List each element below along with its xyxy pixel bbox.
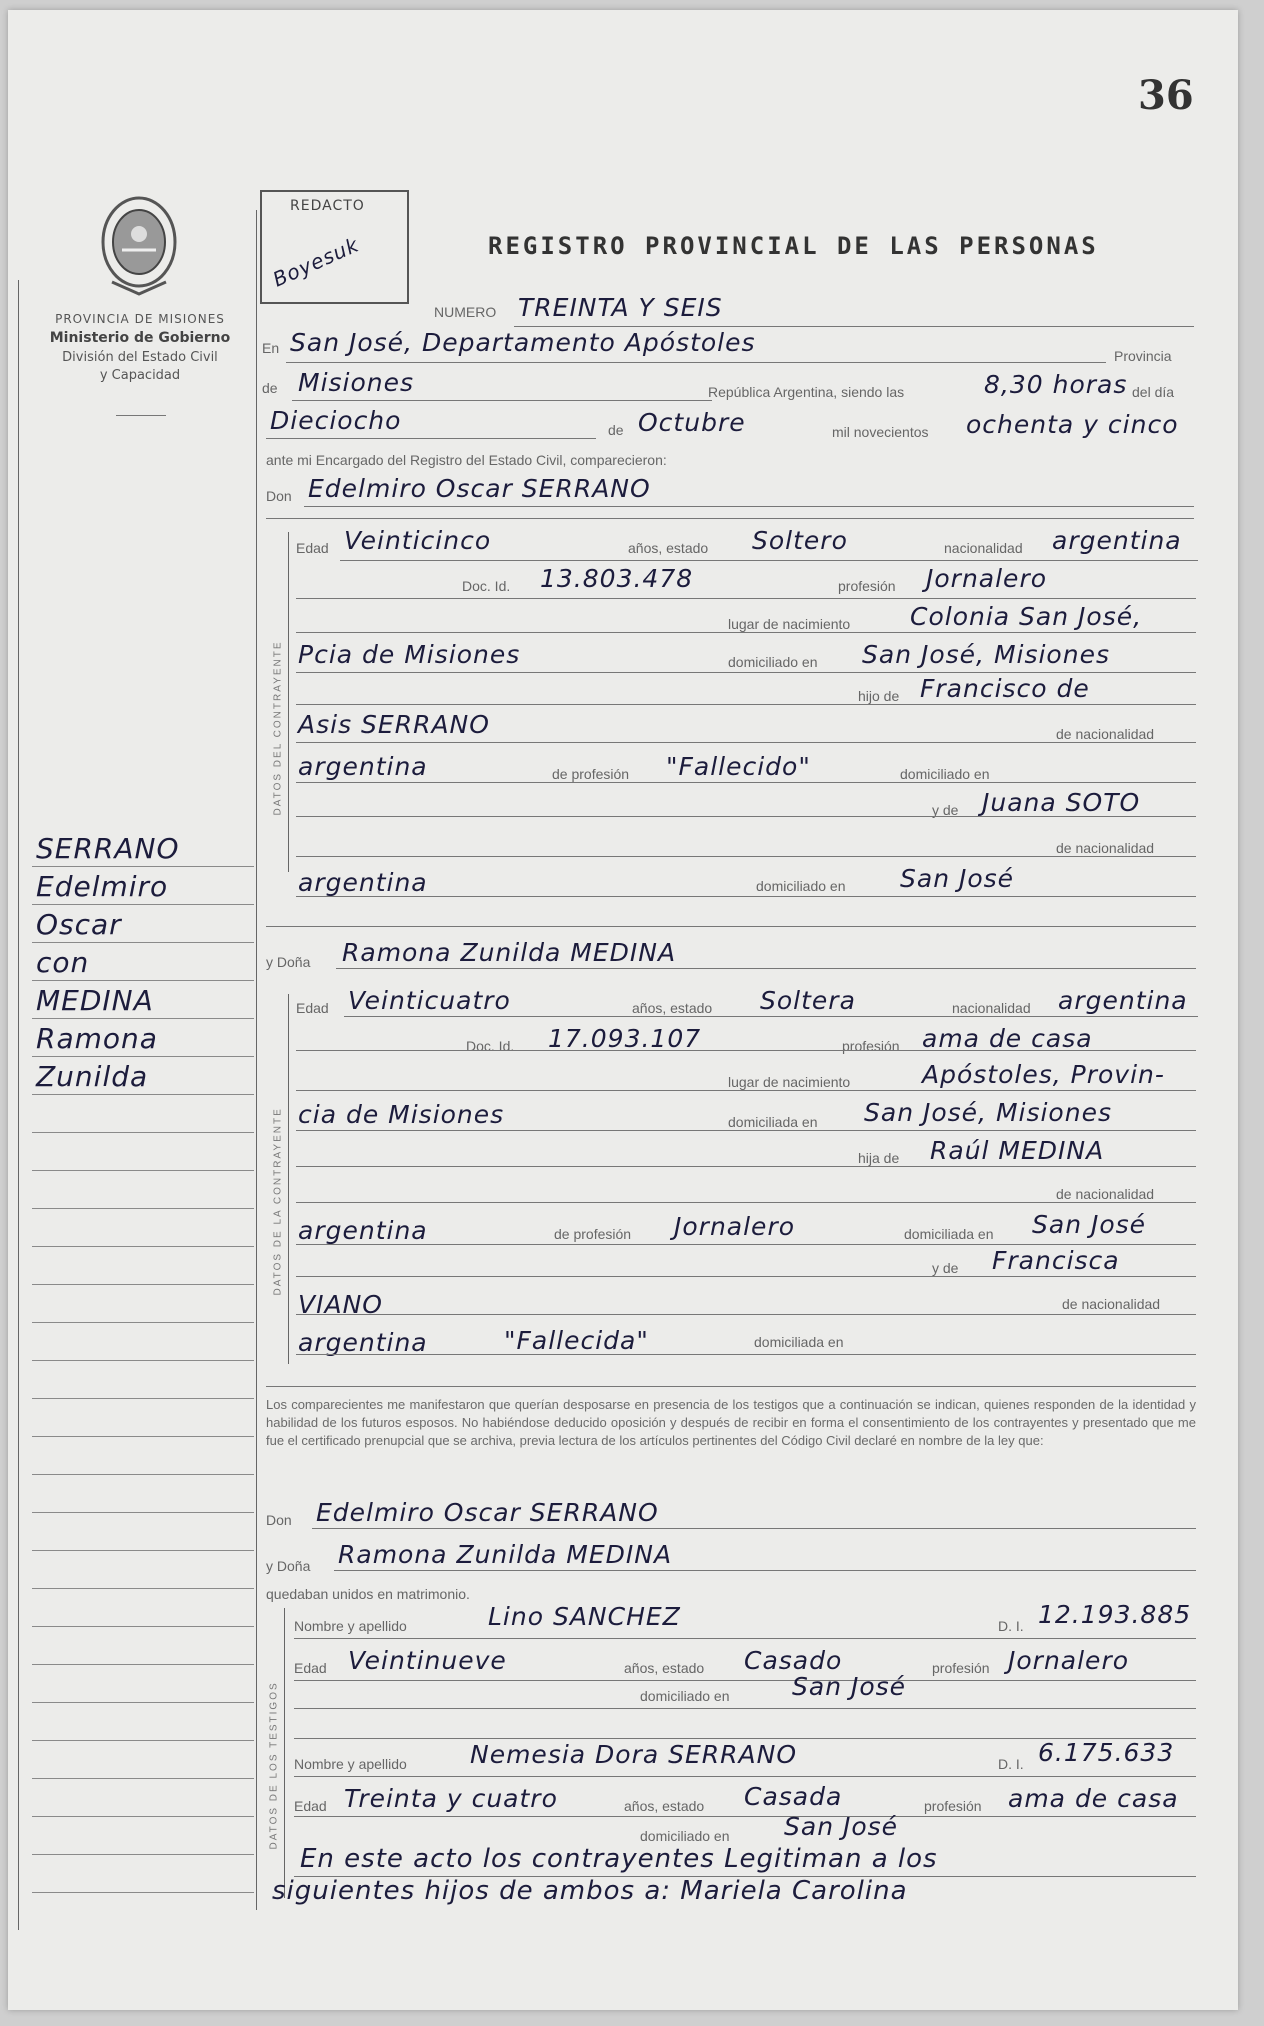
label-del-dia: del día: [1132, 384, 1175, 400]
label-don: Don: [266, 1512, 292, 1528]
witness-1-address: San José: [792, 1672, 907, 1701]
witness-1-profession: Jornalero: [1008, 1646, 1130, 1675]
act-hour: 8,30 horas: [984, 370, 1128, 399]
margin-rule-line: [32, 1892, 254, 1893]
margin-rule-line: [32, 1588, 254, 1589]
margin-rule-line: [32, 1778, 254, 1779]
label-domiciliado: domiciliado en: [640, 1828, 730, 1844]
label-lugar-nac: lugar de nacimiento: [728, 616, 851, 632]
stamp-label: REDACTO: [290, 198, 365, 214]
act-day: Dieciocho: [270, 406, 402, 435]
label-de-mes: de: [608, 422, 624, 438]
label-de-nacionalidad: de nacionalidad: [1056, 840, 1155, 856]
groom-father-nationality: argentina: [298, 752, 428, 781]
coat-of-arms-icon: [92, 190, 187, 300]
margin-rule-line: [32, 980, 254, 981]
label-domiciliada: domiciliada en: [754, 1334, 844, 1350]
margin-name: SERRANO: [36, 832, 180, 865]
margin-rule-line: [32, 1322, 254, 1323]
legitimation-note-2: siguientes hijos de ambos a: Mariela Carolina: [272, 1876, 908, 1906]
label-y-dona: y Doña: [266, 954, 311, 970]
declaration-bride: Ramona Zunilda MEDINA: [338, 1540, 673, 1569]
issuer-ministry: Ministerio de Gobierno: [49, 330, 231, 346]
margin-name: MEDINA: [36, 984, 154, 1017]
groom-address: San José, Misiones: [862, 640, 1110, 669]
margin-rule-line: [32, 1094, 254, 1095]
groom-birthplace-2: Pcia de Misiones: [298, 640, 521, 669]
label-edad: Edad: [294, 1798, 327, 1814]
label-anos-estado: años, estado: [632, 1000, 713, 1016]
groom-father-1: Francisco de: [920, 674, 1090, 703]
bride-birthplace-1: Apóstoles, Provin-: [922, 1060, 1165, 1089]
act-number: TREINTA Y SEIS: [518, 293, 723, 322]
label-profesion: profesión: [842, 1038, 900, 1054]
label-numero: NUMERO: [434, 304, 497, 320]
margin-name: Edelmiro: [36, 870, 169, 903]
witness-1-age: Veintinueve: [348, 1646, 507, 1675]
witness-2-address: San José: [784, 1812, 899, 1841]
margin-rule-line: [32, 1360, 254, 1361]
label-edad: Edad: [296, 540, 329, 556]
groom-name: Edelmiro Oscar SERRANO: [308, 474, 651, 503]
witness-2-profession: ama de casa: [1008, 1784, 1179, 1813]
margin-name: Ramona: [36, 1022, 158, 1055]
label-de-nacionalidad: de nacionalidad: [1056, 726, 1155, 742]
witness-2-dl: 6.175.633: [1038, 1738, 1175, 1767]
label-dl: D. I.: [998, 1618, 1024, 1634]
label-dl: D. I.: [998, 1756, 1024, 1772]
label-de-profesion: de profesión: [554, 1226, 632, 1242]
bride-father: Raúl MEDINA: [930, 1136, 1105, 1165]
label-anos-estado: años, estado: [624, 1798, 705, 1814]
groom-nationality: argentina: [1052, 526, 1182, 555]
witness-2-age: Treinta y cuatro: [344, 1784, 558, 1813]
margin-rule-line: [32, 1246, 254, 1247]
label-provincia: Provincia: [1114, 348, 1172, 364]
label-profesion: profesión: [838, 578, 896, 594]
label-profesion: profesión: [932, 1660, 990, 1676]
margin-rule-line: [32, 1056, 254, 1057]
registry-sheet: [8, 10, 1238, 2010]
bride-father-address: San José: [1032, 1210, 1147, 1239]
label-en: En: [262, 340, 280, 356]
label-nombre: Nombre y apellido: [294, 1618, 407, 1634]
margin-rule-line: [32, 1170, 254, 1171]
label-nacionalidad: nacionalidad: [944, 540, 1023, 556]
label-anos-estado: años, estado: [628, 540, 709, 556]
legal-text: Los comparecientes me manifestaron que querían desposarse en presencia de los testigos que a continuación se indican, quienes responden de la identidad y habilidad de los futuros esposos. No habiéndose deducido oposición y después de recibir en forma el consentimiento de los contrayentes y presentado que me fue el certificado prenupcial que se archiva, previa lectura de los artículos pertinentes del Código Civil declaré en nombre de la ley que:: [266, 1397, 1196, 1448]
left-border: [18, 280, 19, 1930]
label-anos-estado: años, estado: [624, 1660, 705, 1676]
label-nombre: Nombre y apellido: [294, 1756, 407, 1772]
witness-1-name: Lino SANCHEZ: [488, 1602, 681, 1631]
groom-father-2: Asis SERRANO: [298, 710, 490, 739]
label-de-nacionalidad: de nacionalidad: [1062, 1296, 1161, 1312]
groom-age: Veinticinco: [344, 526, 492, 555]
margin-rule-line: [32, 1854, 254, 1855]
label-y-de: y de: [932, 1260, 959, 1276]
registry-title: REGISTRO PROVINCIAL DE LAS PERSONAS: [488, 232, 1099, 260]
label-y-dona: y Doña: [266, 1558, 311, 1574]
bride-status: Soltera: [760, 986, 856, 1015]
margin-rule-line: [32, 942, 254, 943]
label-don: Don: [266, 488, 292, 504]
margin-rule-line: [32, 1664, 254, 1665]
witness-2-name: Nemesia Dora SERRANO: [470, 1740, 798, 1769]
margin-rule-line: [32, 1740, 254, 1741]
margin-rule-line: [32, 1702, 254, 1703]
label-edad: Edad: [296, 1000, 329, 1016]
bride-doc: 17.093.107: [548, 1024, 702, 1053]
label-domiciliado-2: domiciliado en: [900, 766, 990, 782]
label-domiciliada: domiciliada en: [728, 1114, 818, 1130]
margin-rule-line: [32, 866, 254, 867]
declaration-groom: Edelmiro Oscar SERRANO: [316, 1498, 659, 1527]
bride-mother-1: Francisca: [992, 1246, 1120, 1275]
act-month: Octubre: [638, 408, 746, 437]
groom-mother-address: San José: [900, 864, 1015, 893]
label-ante: ante mi Encargado del Registro del Estado Civil, comparecieron:: [266, 452, 667, 468]
label-de: de: [262, 380, 278, 396]
margin-name: Oscar: [36, 908, 122, 941]
groom-doc: 13.803.478: [540, 564, 694, 593]
stamp-signature: Boyesuk: [269, 232, 363, 292]
label-y-de: y de: [932, 802, 959, 818]
groom-father-profession: "Fallecido": [666, 752, 811, 781]
act-year: ochenta y cinco: [966, 410, 1179, 439]
bride-mother-2: VIANO: [298, 1290, 383, 1319]
legitimation-note-1: En este acto los contrayentes Legitiman a los: [300, 1844, 938, 1874]
groom-birthplace-1: Colonia San José,: [910, 602, 1143, 631]
bride-father-profession: Jornalero: [674, 1212, 796, 1241]
act-province: Misiones: [298, 368, 415, 397]
bride-mother-status: "Fallecida": [504, 1326, 649, 1355]
page-number: 36: [1138, 72, 1194, 119]
label-domiciliada: domiciliada en: [904, 1226, 994, 1242]
section-bride-label: DATOS DE LA CONTRAYENTE: [272, 1107, 284, 1296]
redacto-stamp: [260, 190, 409, 304]
label-lugar-nac: lugar de nacimiento: [728, 1074, 851, 1090]
label-de-nacionalidad: de nacionalidad: [1056, 1186, 1155, 1202]
label-domiciliado: domiciliado en: [640, 1688, 730, 1704]
bride-address: San José, Misiones: [864, 1098, 1112, 1127]
act-place: San José, Departamento Apóstoles: [290, 328, 756, 357]
label-republica: República Argentina, siendo las: [708, 384, 905, 400]
margin-name: con: [36, 946, 90, 979]
margin-rule-line: [32, 1436, 254, 1437]
groom-profession: Jornalero: [926, 564, 1048, 593]
label-mil: mil novecientos: [832, 424, 929, 440]
margin-rule-line: [32, 1284, 254, 1285]
label-doc: Doc. Id.: [466, 1038, 515, 1054]
groom-mother: Juana SOTO: [982, 788, 1141, 817]
label-hija-de: hija de: [858, 1150, 900, 1166]
witness-1-dl: 12.193.885: [1038, 1600, 1192, 1629]
margin-rule-line: [32, 1018, 254, 1019]
label-domiciliado: domiciliado en: [728, 654, 818, 670]
margin-rule-line: [32, 1626, 254, 1627]
main-border: [256, 210, 257, 1910]
margin-rule-line: [32, 1816, 254, 1817]
label-profesion: profesión: [924, 1798, 982, 1814]
bride-mother-nationality: argentina: [298, 1328, 428, 1357]
margin-rule-line: [32, 904, 254, 905]
margin-rule-line: [32, 1474, 254, 1475]
bride-age: Veinticuatro: [348, 986, 511, 1015]
margin-rule-line: [32, 1132, 254, 1133]
label-de-profesion: de profesión: [552, 766, 630, 782]
margin-name: Zunilda: [36, 1060, 149, 1093]
section-groom-label: DATOS DEL CONTRAYENTE: [272, 640, 284, 816]
bride-profession: ama de casa: [922, 1024, 1093, 1053]
label-quedaban: quedaban unidos en matrimonio.: [266, 1586, 470, 1602]
label-hijo-de: hijo de: [858, 688, 900, 704]
issuer-capacity: y Capacidad: [99, 368, 181, 383]
witness-2-status: Casada: [744, 1782, 843, 1811]
groom-status: Soltero: [752, 526, 848, 555]
witness-1-status: Casado: [744, 1646, 843, 1675]
bride-name: Ramona Zunilda MEDINA: [342, 938, 677, 967]
label-nacionalidad: nacionalidad: [952, 1000, 1031, 1016]
label-domiciliado: domiciliado en: [756, 878, 846, 894]
section-witness-label: DATOS DE LOS TESTIGOS: [268, 1681, 280, 1850]
margin-rule-line: [32, 1398, 254, 1399]
margin-rule-line: [32, 1512, 254, 1513]
margin-rule-line: [32, 1550, 254, 1551]
bride-father-nationality: argentina: [298, 1216, 428, 1245]
issuer-division: División del Estado Civil: [62, 350, 218, 365]
label-doc: Doc. Id.: [462, 578, 511, 594]
margin-rule-line: [32, 1208, 254, 1209]
bride-nationality: argentina: [1058, 986, 1188, 1015]
label-edad: Edad: [294, 1660, 327, 1676]
bride-birthplace-2: cia de Misiones: [298, 1100, 505, 1129]
groom-mother-nationality: argentina: [298, 868, 428, 897]
issuer-province: PROVINCIA DE MISIONES: [55, 312, 225, 326]
